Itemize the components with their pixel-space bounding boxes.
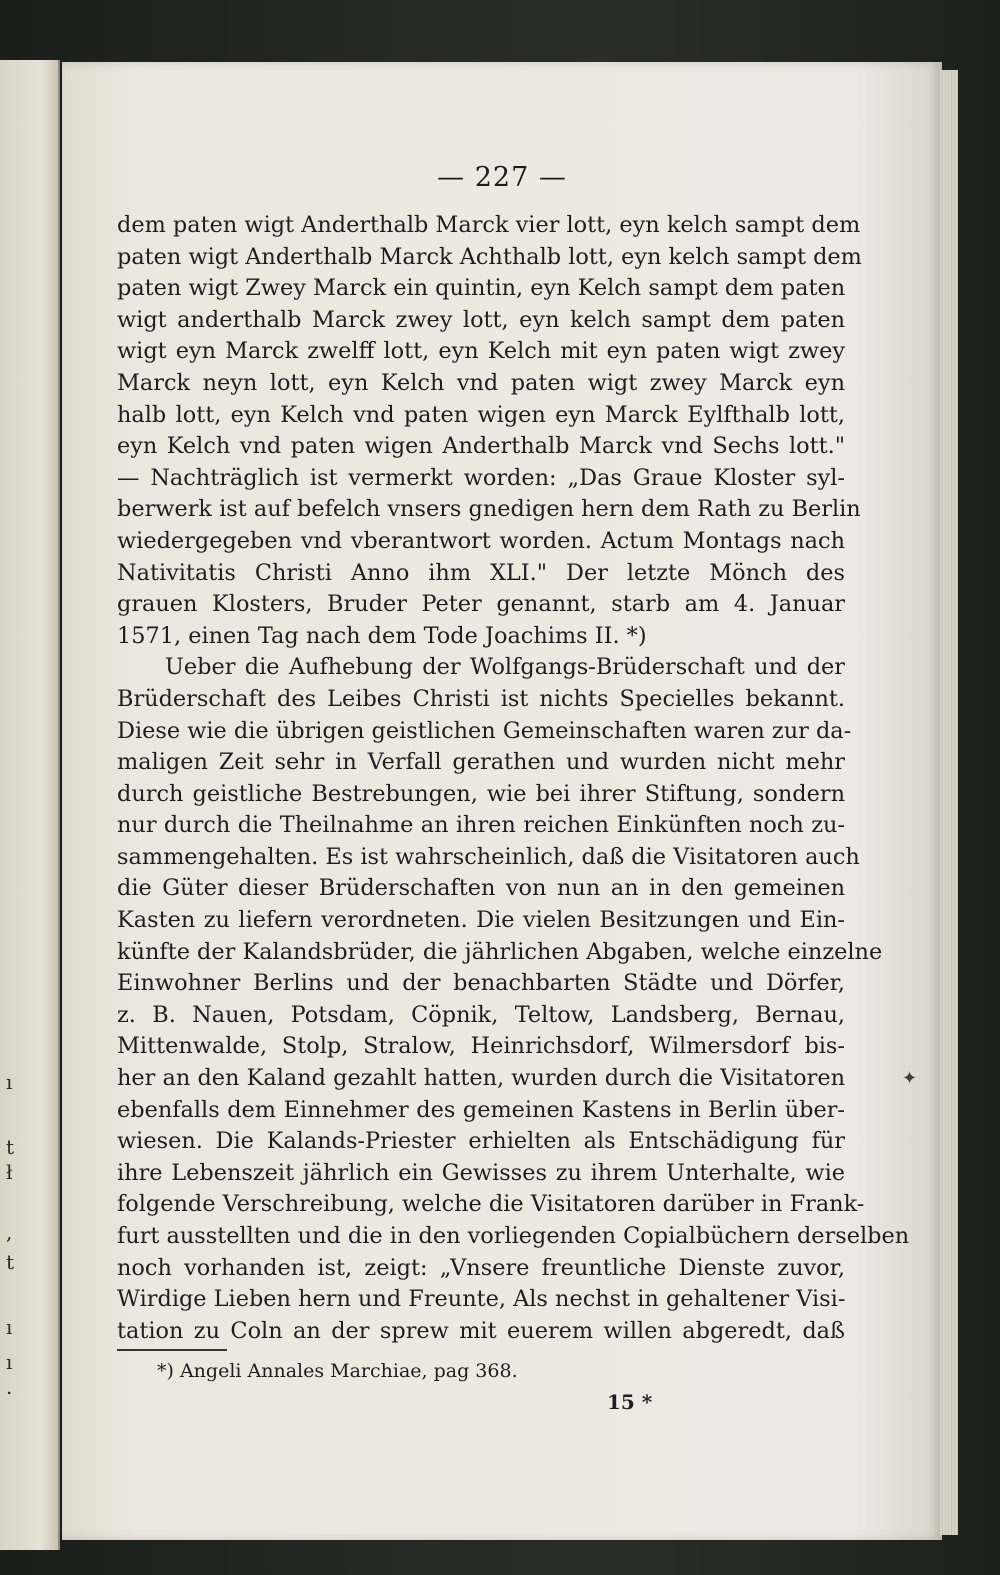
page-block-edge [940, 70, 958, 1535]
text-line: Diese wie die übrigen geistlichen Gemeinschaften waren zur da- [117, 717, 852, 744]
text-line: Marck neyn lott, eyn Kelch vnd paten wigt zwey Marck eyn [117, 369, 845, 396]
text-line: furt ausstellten und die in den vorliegenden Copialbüchern derselben [117, 1223, 910, 1249]
text-line: maligen Zeit sehr in Verfall gerathen und wurden nicht mehr [117, 749, 845, 776]
paragraph-1 [117, 210, 862, 652]
text-line: z. B. Nauen, Potsdam, Cöpnik, Teltow, Landsberg, Bernau, [117, 1001, 845, 1028]
text-line: Mittenwalde, Stolp, Stralow, Heinrichsdorf, Wilmersdorf bis- [117, 1033, 845, 1060]
text-line: sammengehalten. Es ist wahrscheinlich, daß die Visitatoren auch [117, 843, 860, 870]
paragraph-2 [117, 652, 910, 1347]
text-line: grauen Klosters, Bruder Peter genannt, starb am 4. Januar [117, 591, 845, 618]
text-line: paten wigt Anderthalb Marck Achthalb lott, eyn kelch sampt dem [117, 243, 862, 270]
text-line: ihre Lebenszeit jährlich ein Gewisses zu ihrem Unterhalte, wie [117, 1159, 845, 1186]
text-line: Ueber die Aufhebung der Wolfgangs-Brüderschaft und der [165, 654, 845, 681]
footnote: *) Angeli Annales Marchiae, pag 368. [157, 1360, 518, 1382]
text-line: wigt eyn Marck zwelff lott, eyn Kelch mit eyn paten wigt zwey [117, 338, 845, 365]
footnote-divider [117, 1349, 227, 1351]
text-line: tation zu Coln an der sprew mit euerem willen abgeredt, daß [117, 1317, 845, 1344]
text-line: künfte der Kalandsbrüder, die jährlichen Abgaben, welche einzelne [117, 938, 883, 965]
text-line: wiedergegeben vnd vberantwort worden. Actum Montags nach [117, 527, 845, 554]
text-line: halb lott, eyn Kelch vnd paten wigen eyn Marck Eylfthalb lott, [117, 401, 845, 428]
page-number: — 227 — [437, 162, 567, 193]
text-line: paten wigt Zwey Marck ein quintin, eyn Kelch sampt dem paten [117, 275, 846, 302]
text-line: — Nachträglich ist vermerkt worden: „Das Graue Kloster syl- [117, 464, 845, 491]
text-line: Nativitatis Christi Anno ihm XLI." Der letzte Mönch des [117, 559, 845, 586]
text-line: eyn Kelch vnd paten wigen Anderthalb Marck vnd Sechs lott." [117, 433, 845, 460]
book-page [62, 62, 942, 1540]
text-line: her an den Kaland gezahlt hatten, wurden durch die Visitatoren [117, 1065, 845, 1092]
text-line: wigt anderthalb Marck zwey lott, eyn kelch sampt dem paten [117, 306, 845, 333]
margin-mark-icon: ✦ [902, 1068, 918, 1089]
text-line: die Güter dieser Brüderschaften von nun an in den gemeinen [117, 875, 845, 902]
left-page-bleed-marks: ı t ł , t ı ı . [6, 1070, 15, 1399]
text-line: dem paten wigt Anderthalb Marck vier lott, eyn kelch sampt dem [117, 212, 861, 238]
text-line: berwerk ist auf befelch vnsers gnedigen hern dem Rath zu Berlin [117, 496, 861, 523]
text-line: noch vorhanden ist, zeigt: „Vnsere freuntliche Dienste zuvor, [117, 1254, 845, 1281]
text-line: wiesen. Die Kalands-Priester erhielten als Entschädigung für [117, 1128, 845, 1155]
text-line: folgende Verschreibung, welche die Visitatoren darüber in Frank- [117, 1191, 865, 1218]
text-line: Wirdige Lieben hern und Freunte, Als nechst in gehaltener Visi- [117, 1286, 846, 1313]
text-line: Kasten zu liefern verordneten. Die vielen Besitzungen und Ein- [117, 907, 845, 934]
text-line: Brüderschaft des Leibes Christi ist nichts Specielles bekannt. [117, 685, 845, 712]
text-line: durch geistliche Bestrebungen, wie bei ihrer Stiftung, sondern [117, 780, 845, 807]
text-line: Einwohner Berlins und der benachbarten Städte und Dörfer, [117, 970, 845, 997]
text-line: 1571, einen Tag nach dem Tode Joachims II. *) [117, 622, 647, 649]
left-page-edge [0, 60, 60, 1550]
text-line: nur durch die Theilnahme an ihren reichen Einkünften noch zu- [117, 812, 845, 839]
printer-signature-mark: 15 * [607, 1390, 653, 1414]
text-line: ebenfalls dem Einnehmer des gemeinen Kastens in Berlin über- [117, 1096, 845, 1123]
page-text [117, 210, 910, 1347]
